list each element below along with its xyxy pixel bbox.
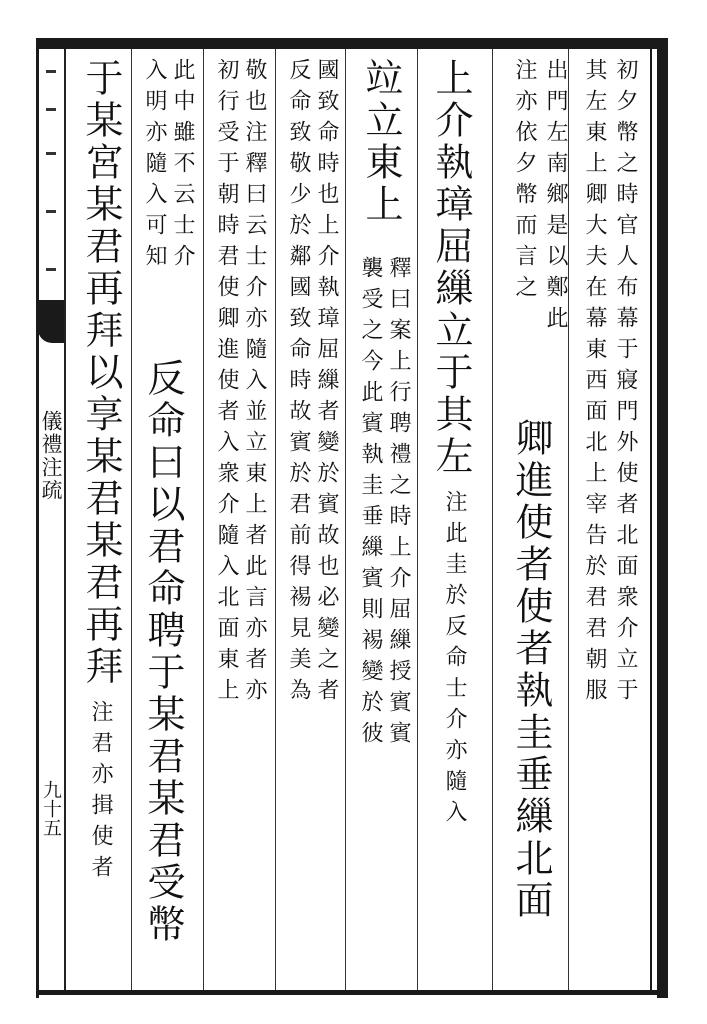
column-rule bbox=[131, 49, 132, 990]
text-column: 注亦依夕幣而言之 bbox=[512, 58, 537, 306]
margin-title: 儀禮注疏 bbox=[39, 410, 63, 502]
text-column-large: 卿進使者使者執圭垂繅北面 bbox=[509, 418, 553, 922]
text-column-large: 反命曰以君命聘于某君某君受幣 bbox=[141, 358, 185, 946]
frame-bottom-border bbox=[36, 990, 668, 995]
text-column: 釋曰案上行聘禮之時上介屈繅授賓賓 bbox=[386, 256, 411, 752]
margin-strip-marks bbox=[40, 60, 62, 290]
text-column: 初夕幣之時官人布幕于寢門外使者北面衆介立于 bbox=[613, 58, 638, 709]
frame-top-border bbox=[36, 38, 668, 49]
text-column: 此中雖不云士介 bbox=[170, 58, 195, 275]
margin-strip-rule bbox=[64, 49, 66, 990]
frame-inner-right-rule bbox=[650, 49, 652, 990]
text-column: 反命致敬少於鄰國致命時故賓於君前得裼見美為 bbox=[286, 58, 311, 709]
column-rule bbox=[417, 49, 418, 990]
fishtail-mark bbox=[38, 305, 64, 343]
text-column: 注君亦揖使者 bbox=[88, 700, 113, 886]
column-rule bbox=[492, 49, 493, 990]
text-column: 入明亦隨入可知 bbox=[142, 58, 167, 275]
page-number: 九十五 bbox=[40, 780, 62, 837]
frame-left-border bbox=[36, 38, 39, 998]
column-rule bbox=[345, 49, 346, 990]
text-column: 敬也注釋曰云士介亦隨入並立東上者此言亦者亦 bbox=[242, 58, 267, 709]
text-column: 出門左南鄉是以鄭此 bbox=[543, 58, 568, 337]
text-column: 襲受之今此賓執圭垂繅賓則裼變於彼 bbox=[358, 256, 383, 752]
text-column-large: 上介執璋屈繅立于其左 bbox=[429, 58, 473, 478]
text-column-large: 于某宮某君再拜以享某君某君再拜 bbox=[79, 58, 123, 688]
column-rule bbox=[275, 49, 276, 990]
frame-right-border bbox=[657, 38, 668, 998]
text-column: 初行受于朝時君使卿進使者入衆介隨入北面東上 bbox=[214, 58, 239, 709]
column-rule bbox=[203, 49, 204, 990]
text-column-large: 竝立東上 bbox=[359, 58, 403, 226]
text-column: 注此圭於反命士介亦隨入 bbox=[442, 490, 467, 831]
text-column: 國致命時也上介執璋屈繅者變於賓故也必變之者 bbox=[314, 58, 339, 709]
text-column: 其左東上卿大夫在幕東西面北上宰告於君君朝服 bbox=[582, 58, 607, 709]
